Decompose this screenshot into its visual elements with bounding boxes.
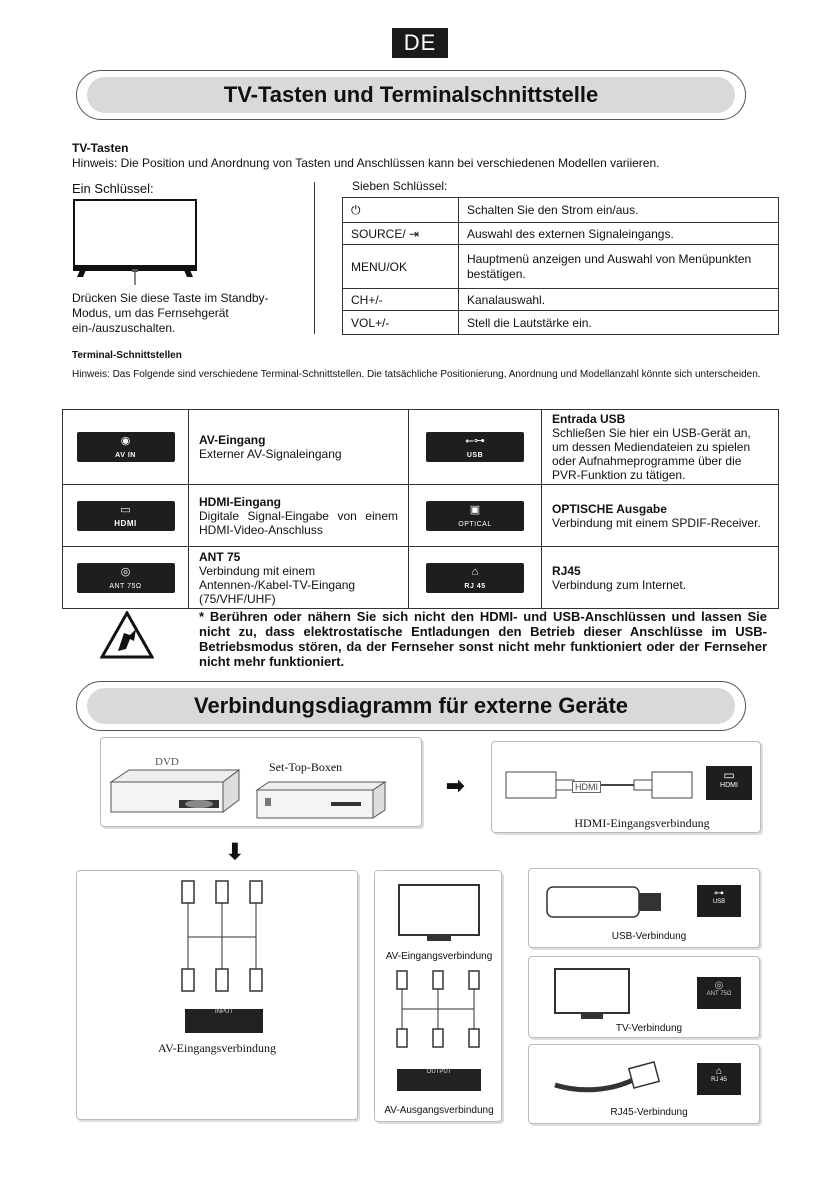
- language-badge: DE: [392, 28, 448, 58]
- key-name: MENU/OK: [343, 245, 459, 289]
- rj45-port-icon: ⌂ RJ 45: [697, 1063, 741, 1095]
- set-top-box-label: Set-Top-Boxen: [269, 760, 343, 774]
- key-name: CH+/-: [343, 289, 459, 311]
- divider: [314, 182, 315, 334]
- hdmi-cable-label: HDMI: [572, 781, 601, 793]
- key-description: Schalten Sie den Strom ein/aus.: [459, 198, 779, 223]
- av-input-panel: [76, 870, 358, 1120]
- section-title: TV-Tasten und Terminalschnittstelle: [87, 77, 735, 113]
- terminal-description: Verbindung mit einem Antennen-/Kabel-TV-Eingang (75/VHF/UHF): [199, 563, 356, 606]
- one-key-description: Drücken Sie diese Taste im Standby-Modus, um das Fernsehgerät ein-/auszuschalten.: [72, 291, 269, 335]
- terminal-description: Schließen Sie hier ein USB-Gerät an, um dessen Mediendateien zu spielen oder Aufnahmeprogramme über die PVR-Funktion zu tätigen.: [552, 426, 751, 482]
- keys-table: [342, 197, 779, 335]
- rj45-connection-panel: [528, 1044, 760, 1124]
- usb-caption: USB-Verbindung: [611, 931, 687, 942]
- av-input-caption-2: AV-Eingangsverbindung: [385, 951, 493, 962]
- rca-cables-icon: [389, 969, 489, 1069]
- table-row: [63, 485, 779, 547]
- tv-illustration: [70, 197, 200, 287]
- tv-keys-heading: TV-Tasten: [72, 141, 129, 155]
- terminal-table: [62, 409, 779, 609]
- terminal-title: ANT 75: [199, 549, 241, 564]
- terminal-note: Hinweis: Das Folgende sind verschiedene Terminal-Schnittstellen. Die tatsächliche Positionierung, Anordnung und Modellanzahl könnte sich unterscheiden.: [72, 369, 761, 380]
- ethernet-cable-icon: [551, 1057, 671, 1105]
- usb-connection-panel: [528, 868, 760, 948]
- terminal-description: Digitale Signal-Eingabe von einem HDMI-Video-Anschluss: [199, 508, 398, 537]
- key-name: VOL+/-: [343, 311, 459, 335]
- esd-warning-icon: [100, 611, 154, 659]
- usb-port-icon: ⭠⊶ USB: [426, 432, 524, 462]
- terminal-description: Externer AV-Signaleingang: [199, 447, 342, 461]
- hdmi-cable-icon: [504, 768, 704, 802]
- hdmi-port-icon: ▭ HDMI: [77, 501, 175, 531]
- antenna-port-icon: ◎ ANT 75Ω: [697, 977, 741, 1009]
- table-row: [343, 311, 779, 335]
- one-key-label: Ein Schlüssel:: [72, 181, 154, 196]
- seven-keys-label: Sieben Schlüssel:: [352, 179, 448, 193]
- tv-caption: TV-Verbindung: [615, 1023, 683, 1034]
- section-banner-connections: [76, 681, 746, 731]
- terminal-title: RJ45: [552, 563, 581, 578]
- table-row: [63, 410, 779, 485]
- hdmi-caption: HDMI-Eingangsverbindung: [574, 816, 710, 830]
- terminal-title: OPTISCHE Ausgabe: [552, 501, 667, 516]
- hdmi-connection-panel: [491, 741, 761, 833]
- tv-keys-note: Hinweis: Die Position und Anordnung von Tasten und Anschlüssen kann bei verschiedenen Modellen variieren.: [72, 156, 660, 170]
- usb-stick-icon: [545, 883, 665, 923]
- key-description: Hauptmenü anzeigen und Auswahl von Menüpunkten bestätigen.: [459, 245, 779, 289]
- terminal-title: Entrada USB: [552, 412, 626, 426]
- table-row: [63, 547, 779, 609]
- rj45-caption: RJ45-Verbindung: [610, 1107, 688, 1118]
- usb-port-icon: ⊶ USB: [697, 885, 741, 917]
- key-description: Auswahl des externen Signaleingangs.: [459, 223, 779, 245]
- terminal-description: Verbindung zum Internet.: [552, 577, 687, 592]
- key-description: Stell die Lautstärke ein.: [459, 311, 779, 335]
- terminal-description: Verbindung mit einem SPDIF-Receiver.: [552, 515, 761, 530]
- terminal-title: AV-Eingang: [199, 433, 266, 447]
- arrow-down-icon: ➡: [223, 841, 249, 861]
- table-row: [343, 245, 779, 289]
- rj45-port-icon: ⌂ RJ 45: [426, 563, 524, 593]
- table-row: [343, 223, 779, 245]
- av-output-panel: [374, 870, 502, 1122]
- warning-text: * Berühren oder nähern Sie sich nicht den HDMI- und USB-Anschlüssen und lassen Sie nicht zu, dass elektrostatische Entladungen den Betrieb dieser Anschlüsse im USB-Betriebsmodus stören, da der Fernseher sonst nicht mehr funktioniert oder der Fernseher nicht mehr funktioniert.: [199, 609, 767, 669]
- table-row: [343, 198, 779, 223]
- tv-monitor-icon: [553, 967, 633, 1023]
- set-top-box-icon: [253, 780, 393, 824]
- arrow-right-icon: ➡: [446, 773, 465, 798]
- hdmi-port-icon: ▭ HDMI: [706, 766, 752, 800]
- optical-port-icon: ▣ OPTICAL: [426, 501, 524, 531]
- av-output-caption: AV-Ausgangsverbindung: [384, 1105, 494, 1116]
- key-name: SOURCE/ ⇥: [343, 223, 459, 245]
- section-banner-tv-keys: [76, 70, 746, 120]
- tv-connection-panel: [528, 956, 760, 1038]
- terminal-title: HDMI-Eingang: [199, 494, 281, 509]
- output-panel-icon: OUTPUT: [397, 1069, 481, 1091]
- terminal-heading: Terminal-Schnittstellen: [72, 350, 182, 361]
- av-in-port-icon: ◉ AV IN: [77, 432, 175, 462]
- antenna-port-icon: ◎ ANT 75Ω: [77, 563, 175, 593]
- tv-monitor-icon: [397, 883, 481, 945]
- dvd-player-icon: [107, 768, 247, 820]
- av-input-caption: AV-Eingangsverbindung: [158, 1041, 276, 1055]
- input-panel-icon: INPUT: [185, 1009, 263, 1033]
- key-description: Kanalauswahl.: [459, 289, 779, 311]
- table-row: [343, 289, 779, 311]
- dvd-label: DVD: [155, 756, 179, 768]
- power-icon: ⏻: [343, 198, 459, 223]
- source-devices-panel: [100, 737, 422, 827]
- section-title: Verbindungsdiagramm für externe Geräte: [87, 688, 735, 724]
